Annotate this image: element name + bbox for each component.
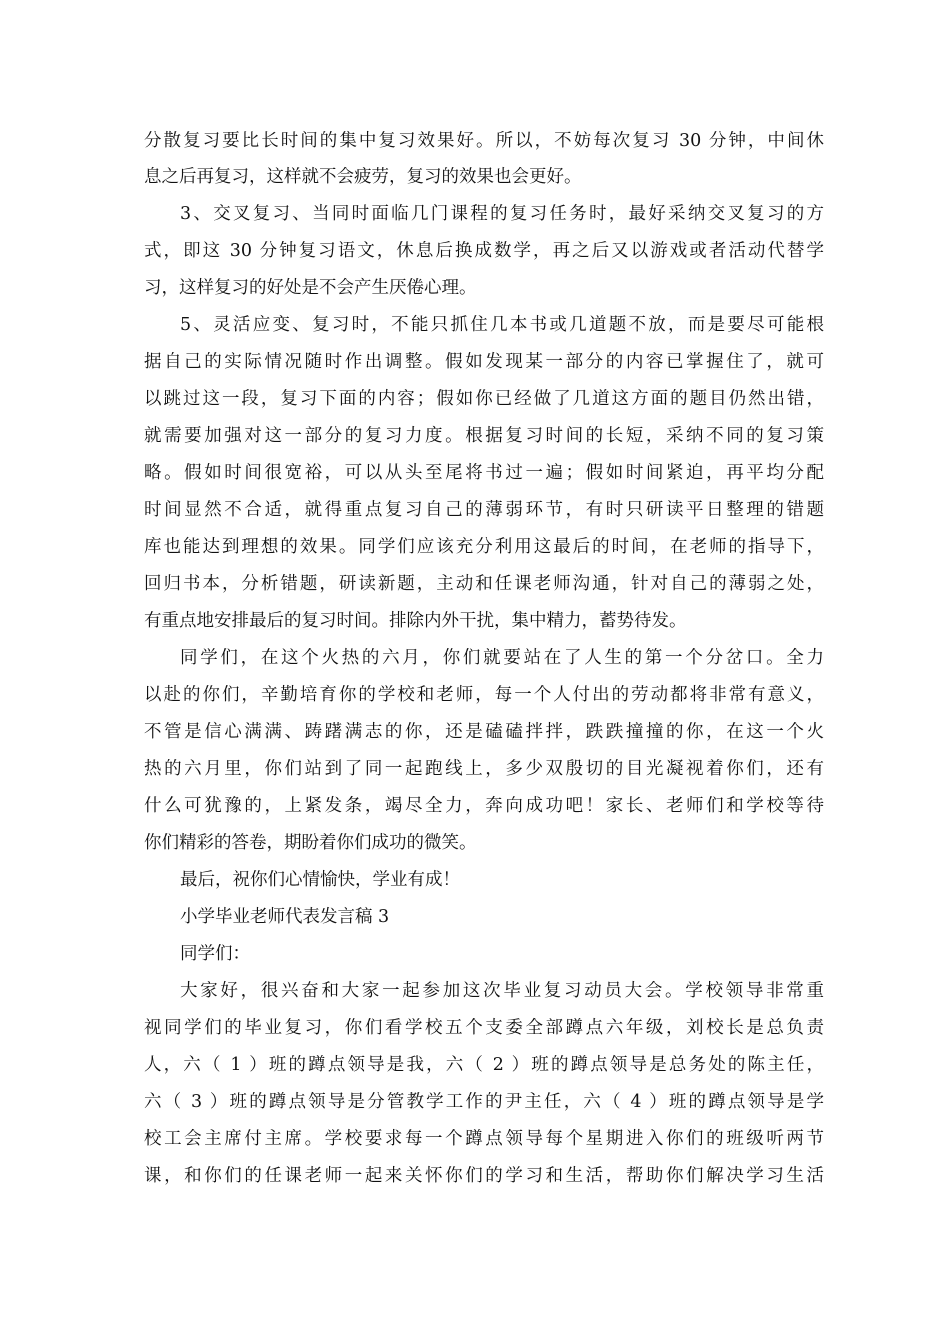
text-line: 库也能达到理想的效果。同学们应该充分利用这最后的时间，在老师的指导下， [144, 537, 824, 557]
text-line: 大家好，很兴奋和大家一起参加这次毕业复习动员大会。学校领导非常重 [180, 981, 824, 1001]
text-line: 略。假如时间很宽裕，可以从头至尾将书过一遍；假如时间紧迫，再平均分配 [144, 463, 824, 483]
section-heading: 小学毕业老师代表发言稿 3 [180, 907, 390, 927]
text-line: 式，即这 30 分钟复习语文，休息后换成数学，再之后又以游戏或者活动代替学 [144, 241, 824, 261]
text-line: 有重点地安排最后的复习时间。排除内外干扰，集中精力，蓄势待发。 [144, 611, 687, 631]
text-line: 课，和你们的任课老师一起来关怀你们的学习和生活，帮助你们解决学习生活 [144, 1166, 824, 1186]
text-line: 视同学们的毕业复习，你们看学校五个支委全部蹲点六年级，刘校长是总负责 [144, 1018, 824, 1038]
text-line: 六（ 3 ）班的蹲点领导是分管教学工作的尹主任，六（ 4 ）班的蹲点领导是学 [144, 1092, 824, 1112]
text-line: 以赴的你们，辛勤培育你的学校和老师，每一个人付出的劳动都将非常有意义， [144, 685, 824, 705]
text-line: 校工会主席付主席。学校要求每一个蹲点领导每个星期进入你们的班级听两节 [144, 1129, 824, 1149]
text-line: 人，六（ 1 ）班的蹲点领导是我，六（ 2 ）班的蹲点领导是总务处的陈主任， [144, 1055, 824, 1075]
text-line: 据自己的实际情况随时作出调整。假如发现某一部分的内容已掌握住了，就可 [144, 352, 824, 372]
text-line: 息之后再复习，这样就不会疲劳，复习的效果也会更好。 [144, 167, 582, 187]
text-line: 热的六月里，你们站到了同一起跑线上，多少双殷切的目光凝视着你们，还有 [144, 759, 824, 779]
text-line: 时间显然不合适，就得重点复习自己的薄弱环节，有时只研读平日整理的错题 [144, 500, 824, 520]
text-line: 分散复习要比长时间的集中复习效果好。所以，不妨每次复习 30 分钟，中间休 [144, 131, 824, 151]
text-line: 回归书本，分析错题，研读新题，主动和任课老师沟通，针对自己的薄弱之处， [144, 574, 824, 594]
text-line: 以跳过这一段，复习下面的内容；假如你已经做了几道这方面的题目仍然出错， [144, 389, 824, 409]
text-line: 习，这样复习的好处是不会产生厌倦心理。 [144, 278, 477, 298]
text-line: 同学们，在这个火热的六月，你们就要站在了人生的第一个分岔口。全力 [180, 648, 824, 668]
text-line: 3、交叉复习、当同时面临几门课程的复习任务时，最好采纳交叉复习的方 [180, 204, 824, 224]
text-line: 就需要加强对这一部分的复习力度。根据复习时间的长短，采纳不同的复习策 [144, 426, 824, 446]
text-line: 你们精彩的答卷，期盼着你们成功的微笑。 [144, 833, 477, 853]
salutation: 同学们： [180, 944, 250, 964]
text-line: 不管是信心满满、踌躇满志的你，还是磕磕拌拌，跌跌撞撞的你，在这一个火 [144, 722, 824, 742]
text-line: 5、灵活应变、复习时，不能只抓住几本书或几道题不放，而是要尽可能根 [180, 315, 824, 335]
text-line: 什么可犹豫的，上紧发条，竭尽全力，奔向成功吧！家长、老师们和学校等待 [144, 796, 824, 816]
text-line: 最后，祝你们心情愉快，学业有成！ [180, 870, 460, 890]
